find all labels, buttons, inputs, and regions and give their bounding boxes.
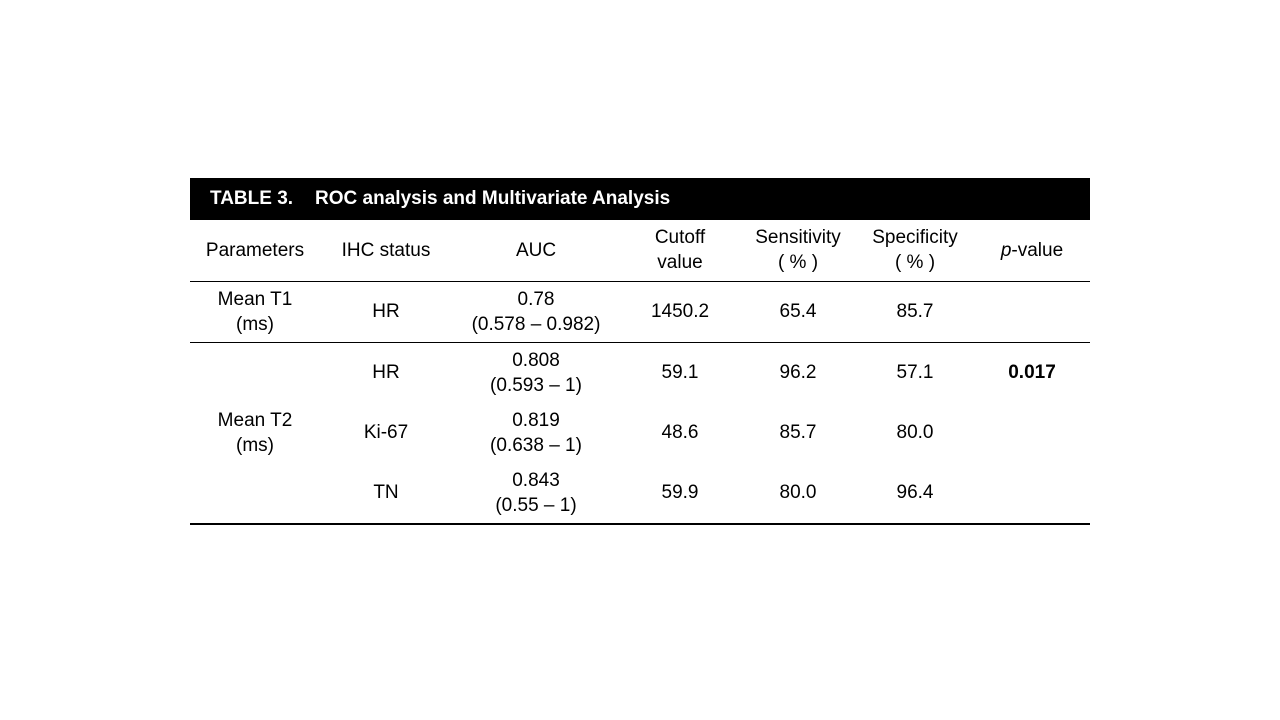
auc-value: 0.843 — [512, 469, 560, 491]
table-title: ROC analysis and Multivariate Analysis — [315, 188, 671, 209]
header-specificity-line1: Specificity — [872, 227, 958, 249]
header-cutoff — [620, 220, 740, 281]
cell-ihc: Ki-67 — [363, 422, 409, 444]
cell-sensitivity: 85.7 — [779, 422, 817, 444]
auc-value: 0.819 — [512, 409, 560, 431]
header-row — [190, 220, 1090, 281]
cell-cutoff: 1450.2 — [620, 281, 740, 342]
cell-auc — [452, 463, 620, 524]
cell-auc — [452, 403, 620, 464]
header-cutoff-line2: value — [657, 252, 703, 274]
header-sensitivity-line2: ( % ) — [777, 252, 819, 274]
cell-specificity: 85.7 — [856, 281, 974, 342]
table-row — [190, 403, 1090, 464]
parameter-line1: Mean T1 — [217, 288, 293, 310]
cell-auc — [452, 342, 620, 403]
cell-pvalue — [974, 463, 1090, 524]
header-sensitivity — [740, 220, 856, 281]
roc-table — [190, 220, 1090, 525]
cell-ihc: TN — [373, 482, 399, 504]
cell-pvalue — [974, 403, 1090, 464]
cell-cutoff: 59.1 — [661, 362, 699, 383]
cell-specificity: 96.4 — [896, 482, 934, 504]
cell-pvalue: 0.017 — [1008, 362, 1056, 383]
cell-ihc: HR — [372, 362, 400, 383]
cell-pvalue — [974, 281, 1090, 342]
table-row — [190, 281, 1090, 342]
cell-specificity: 57.1 — [896, 362, 934, 383]
header-auc: AUC — [452, 220, 620, 281]
parameter-line1: Mean T2 — [217, 409, 293, 431]
table-row — [190, 342, 1090, 403]
header-sensitivity-line1: Sensitivity — [755, 227, 841, 249]
table-row — [190, 463, 1090, 524]
auc-value: 0.78 — [517, 288, 555, 310]
auc-ci: (0.55 – 1) — [495, 494, 577, 516]
header-pvalue-rest: -value — [1011, 239, 1064, 261]
cell-cutoff: 59.9 — [661, 482, 699, 504]
header-ihc-status: IHC status — [320, 220, 452, 281]
header-specificity — [856, 220, 974, 281]
header-cutoff-line1: Cutoff — [654, 227, 706, 249]
header-pvalue-p: p — [1000, 239, 1012, 261]
auc-ci: (0.578 – 0.982) — [471, 313, 601, 335]
parameter-line2: (ms) — [236, 313, 274, 335]
cell-parameter — [190, 342, 320, 524]
cell-specificity: 80.0 — [896, 422, 934, 444]
cell-sensitivity: 96.2 — [779, 362, 817, 383]
cell-parameter — [190, 281, 320, 342]
auc-ci: (0.593 – 1) — [490, 374, 582, 396]
table-title-bar — [190, 178, 1090, 220]
auc-ci: (0.638 – 1) — [490, 434, 582, 456]
header-pvalue — [974, 220, 1090, 281]
parameter-line2: (ms) — [236, 434, 274, 456]
cell-ihc: HR — [320, 281, 452, 342]
table-container — [190, 178, 1090, 525]
header-parameters: Parameters — [190, 220, 320, 281]
cell-auc — [452, 281, 620, 342]
table-number: TABLE 3. — [210, 188, 294, 209]
cell-sensitivity: 65.4 — [740, 281, 856, 342]
cell-cutoff: 48.6 — [661, 422, 699, 444]
header-specificity-line2: ( % ) — [894, 252, 936, 274]
auc-value: 0.808 — [512, 349, 560, 371]
cell-sensitivity: 80.0 — [779, 482, 817, 504]
